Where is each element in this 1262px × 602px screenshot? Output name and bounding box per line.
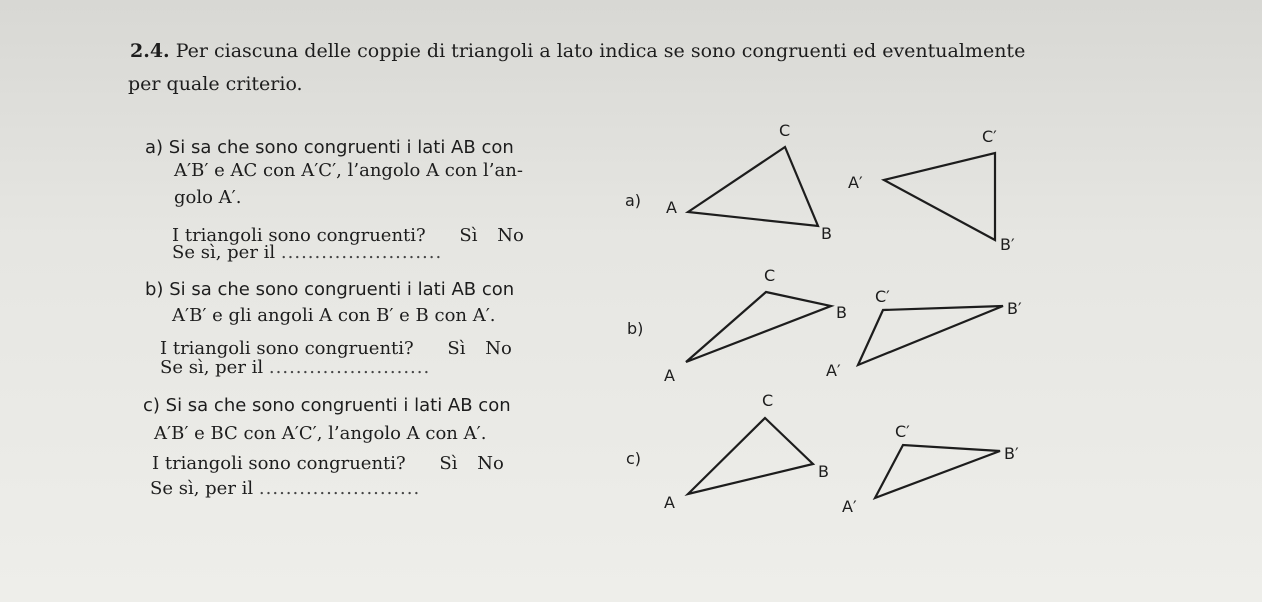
item-a-letter: a) [145, 137, 164, 158]
item-a-yes[interactable]: Sì [459, 225, 478, 246]
figure-a-tag: a) [625, 191, 642, 210]
triangle-a-A2B2C2 [884, 153, 995, 240]
figure-c-label-A2: A′ [842, 497, 857, 516]
item-c-text1: Si sa che sono congruenti i lati AB con [165, 395, 511, 416]
figure-a-label-B: B [821, 224, 832, 243]
triangle-b-ABC [686, 292, 831, 362]
triangle-c-A2B2C2 [875, 445, 1000, 498]
triangle-c-ABC [688, 418, 813, 494]
item-a-answer-blank[interactable]: ........................ [280, 242, 443, 263]
item-a-text1: Si sa che sono congruenti i lati AB con [168, 137, 514, 158]
item-b-text1: Si sa che sono congruenti i lati AB con [169, 279, 515, 300]
item-b-line2: A′B′ e gli angoli A con B′ e B con A′. [172, 305, 496, 326]
figure-b-label-B: B [836, 303, 847, 322]
figure-c-label-B2: B′ [1004, 444, 1019, 463]
exercise-prompt-line2: per quale criterio. [128, 73, 303, 95]
figure-a-label-A2: A′ [848, 173, 863, 192]
item-c-letter: c) [143, 395, 160, 416]
triangle-a-ABC [688, 147, 818, 226]
item-c-line2: A′B′ e BC con A′C′, l’angolo A con A′. [154, 423, 487, 444]
item-b-no[interactable]: No [485, 338, 512, 359]
item-c-question: I triangoli sono congruenti? [152, 453, 406, 474]
item-b-letter: b) [145, 279, 164, 300]
item-a-question: I triangoli sono congruenti? [172, 225, 426, 246]
figure-a-label-C: C [779, 121, 791, 140]
figure-a-label-B2: B′ [1000, 235, 1015, 254]
item-a-no[interactable]: No [497, 225, 524, 246]
figure-c-tag: c) [626, 449, 642, 468]
item-c-answer-blank[interactable]: ........................ [258, 478, 421, 499]
item-a-line3: golo A′. [174, 187, 242, 208]
item-c-ifyes: Se sì, per il [150, 478, 254, 499]
figure-b-label-A: A [664, 366, 675, 385]
exercise-number: 2.4. [130, 40, 170, 62]
exercise-prompt-line1: Per ciascuna delle coppie di triangoli a lato indica se sono congruenti ed eventualmente [175, 40, 1026, 62]
item-b-question: I triangoli sono congruenti? [160, 338, 414, 359]
item-b-answer-blank[interactable]: ........................ [268, 357, 431, 378]
item-a-line2: A′B′ e AC con A′C′, l’angolo A con l’an- [174, 160, 523, 181]
item-c-yes[interactable]: Sì [439, 453, 458, 474]
figure-b-label-A2: A′ [826, 361, 841, 380]
item-c-no[interactable]: No [477, 453, 504, 474]
triangle-b-A2B2C2 [858, 306, 1003, 365]
figure-b-label-B2: B′ [1007, 299, 1022, 318]
item-a-ifyes: Se sì, per il [172, 242, 276, 263]
figure-c-label-A: A [664, 493, 675, 512]
item-b-yes[interactable]: Sì [447, 338, 466, 359]
figure-b-tag: b) [627, 319, 644, 338]
item-b-ifyes: Se sì, per il [160, 357, 264, 378]
figure-c-label-C2: C′ [895, 422, 910, 441]
figure-b-label-C2: C′ [875, 287, 890, 306]
figure-a-label-C2: C′ [982, 127, 997, 146]
figure-c-label-C: C [762, 391, 774, 410]
figure-c-label-B: B [818, 462, 829, 481]
figure-a-label-A: A [666, 198, 677, 217]
figure-b-label-C: C [764, 266, 776, 285]
